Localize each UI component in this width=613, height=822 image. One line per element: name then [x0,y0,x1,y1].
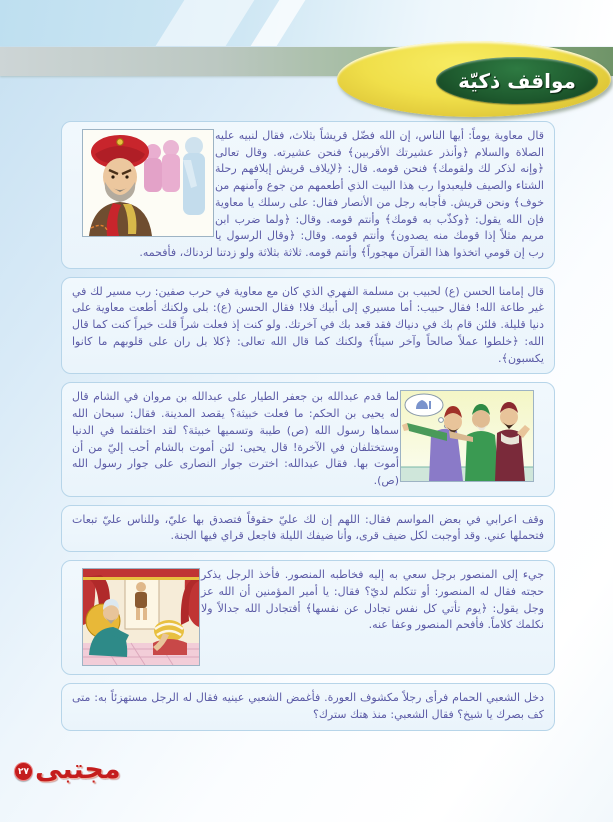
story-box-muawiya [61,121,555,269]
story-text: دخل الشعبي الحمام فرأى رجلاً مكشوف العورة. فأغمض الشعبي عينيه فقال له الرجل مستهزئاً به: متى كف بصرك يا شيخ؟ فقال الشعبي: منذ هتك سترك؟ [72,691,544,721]
mansur-throne-illustration [82,568,200,666]
title-banner-inner [436,57,598,104]
story-box-abdullah-jafar [61,382,555,496]
muawiya-addressing-crowd-illustration [82,129,214,237]
story-text: قال إمامنا الحسن (ع) لحبيب بن مسلمة الفهري الذي كان مع معاوية في حرب صفين: رب مسير لك في غير طاعة الله! فقال حبيب: أما مسيري إلى أبيك فلا! فقال الحسن (ع): بلى ولكنك أطعت معاوية على دنيا قليلة. فلئن قام بك في دنياك فقد قعد بك في آخرتك. ولو كنت إذ فعلت شراً قلت خيراً كنت كما قال الله: ﴿خلطوا عملاً صالحاً وآخر سيئاً﴾ ولكنك كما قال الله تعالى: ﴿كلا بل ران على قلوبهم ما كانوا يكسبون﴾. [72,284,544,365]
story-text: وقف اعرابي في بعض المواسم فقال: اللهم إن لك عليّ حقوقاً فتصدق بها عليّ، وللناس عليّ تبعات فتحملها عني. وقد أوجبت لكل ضيف قرى، وأنا ضيفك الليلة فاجعل قراي فيها الجنة. [72,512,544,543]
men-arguing-illustration [400,390,534,482]
diagonal-stripe [251,0,306,46]
story-box-bedouin [61,505,555,552]
magazine-logo [14,756,121,783]
story-box-mansur [61,560,555,675]
story-text: قال معاوية يوماً: أيها الناس، إن الله فضّل قريشاً بثلاث، فقال لنبيه عليه الصلاة والسلام ﴿وأنذر عشيرتك الأقربين﴾ فنحن عشيرته. وقال تعالى ﴿وإنه لذكر لك ولقومك﴾ فنحن قومه. قال: ﴿لإيلاف قريش إيلافهم رحلة الشتاء والصيف فليعبدوا رب هذا البيت الذي أطعمهم من جوع وآمنهم من خوف﴾ ونحن قريش. فأجابه رجل من الأنصار فقال: على رسلك يا معاوية فإن الله يقول: ﴿وكذّب به قومك﴾ وأنتم قومه. وقال: ﴿ولما ضرب ابن مريم مثلاً إذا قومك منه يصدون﴾ وأنتم قومه. وقال: ﴿وقال الرسول يا رب إن قومي اتخذوا هذا القرآن مهجوراً﴾ وأنتم قومه. ثلاثة بثلاثة ولو زدتنا لزدناك، فأفحمه. [139,129,544,260]
story-text: لما قدم عبدالله بن جعفر الطيار على عبدالله بن مروان في الشام قال له يحيى بن الحكم: ما فعلت خبيثة؟ يقصد المدينة. فقال: سبحان الله سماها رسول الله (ص) طيبة وتسميها خبيثة؟ لقد اختلفتما في الدنيا وستختلفان في الآخرة! قال يحيى: لئن أموت بالشام أحب إليّ من أن أموت بها. فقال عبدالله: اخترت جوار النصارى على جوار رسول الله (ص). [72,390,399,487]
story-box-hasan-habib [61,277,555,375]
diagonal-stripe [156,0,255,46]
story-box-shaabi [61,683,555,730]
header-sky-band [0,0,613,46]
title-banner [337,41,611,117]
magazine-logo-wordmark: مجتبى [35,754,121,785]
story-text: جيء إلى المنصور برجل سعي به إليه فخاطبه المنصور. فأخذ الرجل يذكر حجته فقال له المنصور: أو تتكلم لديّ؟ فقال: يا أمير المؤمنين أن الله عز وجل يقول: ﴿يوم تأتي كل نفس تجادل عن نفسها﴾ أفتجادل الله جدالاً ولا نكلمك كلاماً. فأفحم المنصور وعفا عنه. [201,568,544,632]
page-title: مواقف ذكيّة [458,68,576,93]
stories-column [61,121,555,739]
page-number-badge: ٢٧ [14,762,33,781]
